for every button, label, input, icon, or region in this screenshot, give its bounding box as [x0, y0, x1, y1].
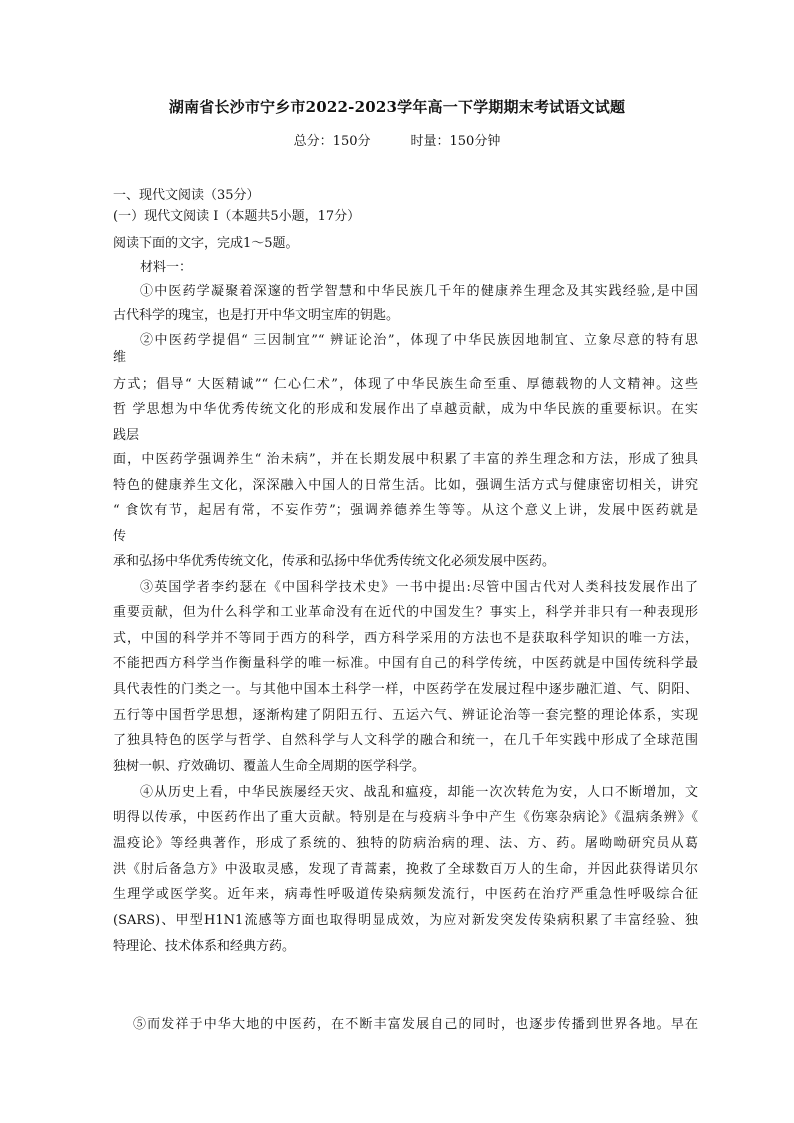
paragraph-line: 古代科学的瑰宝，也是打开中华文明宝库的钥匙。: [113, 308, 400, 323]
instruction-text: 阅读下面的文字，完成1～5题。: [113, 236, 299, 251]
exam-duration: 时量：150分钟: [410, 134, 501, 149]
paragraph-line: 了独具特色的医学与哲学、自然科学与人文科学的融合和统一，在几千年实践中形成了全球范围: [113, 733, 698, 748]
section-subheading: (一）现代文阅读 I（本题共5小题，17分）: [113, 209, 361, 224]
paragraph-line: 洪《肘后备急方》中汲取灵感，发现了青蒿素，挽救了全球数百万人的生命，并因此获得诺贝尔: [113, 862, 698, 877]
paragraph-line: 面，中医药学强调养生“ 治未病”，并在长期发展中积累了丰富的养生理念和方法，形成了独具: [113, 452, 698, 467]
paragraph-line: 特色的健康养生文化，深深融入中国人的日常生活。比如，强调生活方式与健康密切相关，讲究: [113, 478, 698, 493]
paragraph-line: ④从历史上看，中华民族屡经天灾、战乱和瘟疫，却能一次次转危为安，人口不断增加，文: [140, 785, 698, 800]
paragraph-line: 式，中国的科学并不等同于西方的科学，西方科学采用的方法也不是获取科学知识的唯一方法，: [113, 631, 698, 646]
paragraph-line: 生理学或医学奖。近年来，病毒性呼吸道传染病频发流行，中医药在治疗严重急性呼吸综合征: [113, 887, 698, 902]
exam-meta: [0, 130, 794, 149]
paragraph-line: 重要贡献，但为什么科学和工业革命没有在近代的中国发生？事实上，科学并非只有一种表现形: [113, 605, 698, 620]
paragraph-line: ②中医药学提倡“ 三因制宜”“ 辨证论治”，体现了中华民族因地制宜、立象尽意的特有思: [140, 333, 698, 348]
paragraph-line: “ 食饮有节，起居有常，不妄作劳”；强调养德养生等等。从这个意义上讲，发展中医药就是: [113, 503, 698, 518]
paragraph-line: 哲 学思想为中华优秀传统文化的形成和发展作出了卓越贡献，成为中华民族的重要标识。在实: [113, 402, 698, 417]
section-heading: 一、现代文阅读（35分）: [113, 188, 260, 203]
paragraph-line: 独树一帜、疗效确切、覆盖人生命全周期的医学科学。: [113, 759, 426, 774]
material-label: 材料一：: [140, 260, 193, 275]
paragraph-line: 承和弘扬中华优秀传统文化，传承和弘扬中华优秀传统文化必须发展中医药。: [113, 554, 556, 569]
paragraph-line: 明得以传承，中医药作出了重大贡献。特别是在与疫病斗争中产生《伤寒杂病论》《温病条辨》《: [113, 810, 698, 825]
paragraph-line: 五行等中国哲学思想，逐渐构建了阴阳五行、五运六气、辨证论治等一套完整的理论体系，实现: [113, 708, 698, 723]
paragraph-line: (SARS)、甲型H1N1流感等方面也取得明显成效，为应对新发突发传染病积累了丰富经验、独: [113, 913, 698, 928]
paragraph-line: 方式；倡导“ 大医精诚”“ 仁心仁术”，体现了中华民族生命至重、厚德载物的人文精神。这些: [113, 377, 698, 392]
paragraph-line: 维: [113, 350, 127, 365]
paragraph-line: 不能把西方科学当作衡量科学的唯一标准。中国有自己的科学传统，中医药就是中国传统科学最: [113, 656, 698, 671]
paragraph-line: 特理论、技术体系和经典方药。: [113, 939, 296, 954]
paragraph-line: ⑤而发祥于中华大地的中医药，在不断丰富发展自己的同时，也逐步传播到世界各地。早在: [133, 1017, 698, 1032]
paragraph-line: ③英国学者李约瑟在《中国科学技术史》一书中提出:尽管中国古代对人类科技发展作出了: [140, 580, 698, 595]
exam-title: 湖南省长沙市宁乡市2022-2023学年高一下学期期末考试语文试题: [168, 98, 626, 116]
paragraph-line: 温疫论》等经典著作，形成了系统的、独特的防病治病的理、法、方、药。屠呦呦研究员从葛: [113, 836, 698, 851]
paragraph-line: 践层: [113, 428, 140, 443]
paragraph-line: ①中医药学凝聚着深邃的哲学智慧和中华民族几千年的健康养生理念及其实践经验,是中国: [140, 284, 698, 299]
paragraph-line: 具代表性的门类之一。与其他中国本土科学一样，中医药学在发展过程中逐步融汇道、气、阴阳、: [113, 682, 698, 697]
paragraph-line: 传: [113, 529, 127, 544]
total-score: 总分：150分: [293, 134, 371, 149]
